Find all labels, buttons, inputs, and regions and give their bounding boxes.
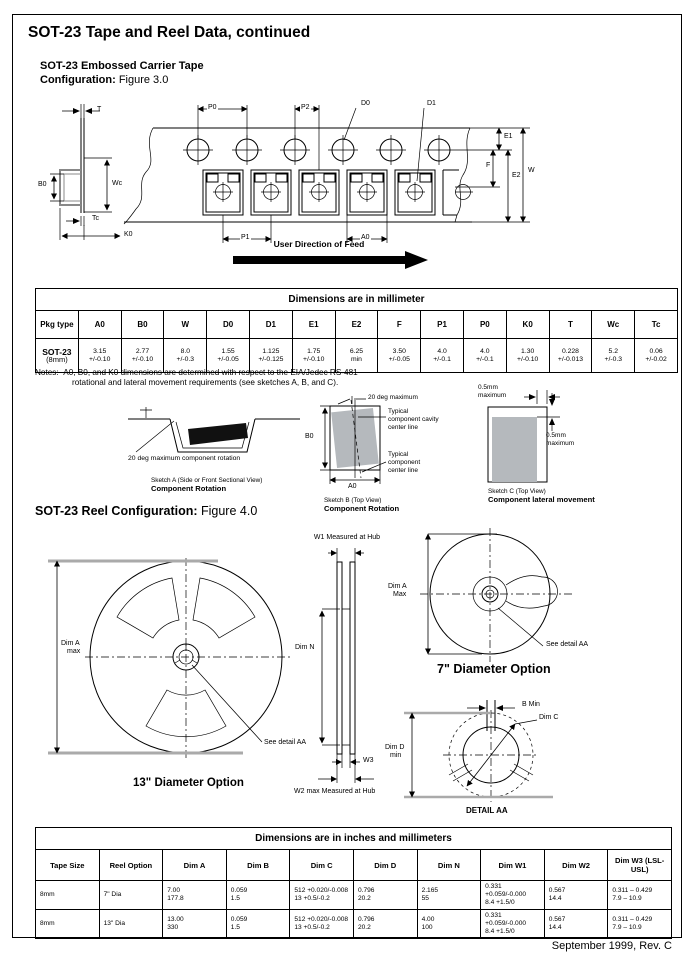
t2-cell: 7" Dia [99,881,163,910]
sketch-a-caption2: Component Rotation [151,484,227,493]
detail-dimd-label: Dim D min [385,744,405,759]
sketch-a-caption1: Sketch A (Side or Front Sectional View) [151,477,263,484]
t2-row-13in [36,910,672,939]
dim-label-e2: E2 [512,172,521,179]
t2-h-dimw3: Dim W3 (LSL-USL) [608,850,672,881]
page-title: SOT-23 Tape and Reel Data, continued [28,24,311,41]
t1-h-b0: B0 [121,311,164,339]
sketch-b-cavity-label: Typical component cavity center line [388,408,439,431]
dim-label-a0: A0 [361,234,370,241]
sketch-c-caption2: Component lateral movement [488,495,595,504]
reel13-caption: 13" Diameter Option [133,777,244,789]
t2-cell: 13.00 330 [163,910,227,939]
sketch-b-caption2: Component Rotation [324,504,400,513]
dim-label-w: W [528,167,535,174]
notes-line2: rotational and lateral movement requirements (see sketches A, B, and C). [72,378,339,387]
detail-aa-drawing [404,700,553,802]
t1-cell: 2.77 +/-0.10 [121,339,164,373]
t1-cell: 3.50 +/-0.05 [378,339,421,373]
sketch-a-drawing [128,407,300,452]
t1-cell: 4.0 +/-0.1 [421,339,464,373]
t1-cell: 4.0 +/-0.1 [463,339,506,373]
t1-h-t: T [549,311,592,339]
notes-line1: A0, B0, and K0 dimensions are determined with respect to the EIA/Jedec RS-481 [63,368,358,377]
sketch-b-drawing [320,396,386,484]
hub-w1-label: W1 Measured at Hub [313,534,381,541]
sketch-b-caption1: Sketch B (Top View) [324,497,382,504]
t1-cell: 1.125 +/-0.125 [249,339,292,373]
t2-h-dimn: Dim N [417,850,481,881]
t1-h-wc: Wc [592,311,635,339]
fig4-heading: SOT-23 Reel Configuration: Figure 4.0 [35,504,258,518]
sketch-b-center-label: Typical component center line [388,451,421,474]
t1-cell: 6.25 min [335,339,378,373]
t2-cell: 4.00 100 [417,910,481,939]
t2-h-dimb: Dim B [226,850,290,881]
dimensions-mm-table [35,288,678,373]
t1-cell: 3.15 +/-0.10 [78,339,121,373]
t1-h-e1: E1 [292,311,335,339]
dim-label-d1: D1 [427,100,436,107]
t1-h-k0: K0 [506,311,549,339]
dim-label-b0: B0 [38,181,47,188]
t1-h-p0: P0 [463,311,506,339]
t1-cell: 1.55 +/-0.05 [207,339,250,373]
t2-h-dimd: Dim D [353,850,417,881]
t1-h-d0: D0 [207,311,250,339]
t1-cell: 5.2 +/-0.3 [592,339,635,373]
dim-label-e1: E1 [504,133,513,140]
t1-h-e2: E2 [335,311,378,339]
t2-cell: 512 +0.020/-0.008 13 +0.5/-0.2 [290,881,354,910]
detail-dimc-label: Dim C [539,714,559,721]
t2-cell: 512 +0.020/-0.008 13 +0.5/-0.2 [290,910,354,939]
reel13-detail-label: See detail AA [264,739,307,746]
t2-cell: 7.00 177.8 [163,881,227,910]
t2-cell: 0.331 +0.059/-0.000 8.4 +1.5/0 [481,910,545,939]
detail-aa-caption: DETAIL AA [466,806,508,815]
t2-h-dimw2: Dim W2 [544,850,608,881]
t1-cell: 0.228 +/-0.013 [549,339,592,373]
reel13-dima-label: Dim A max [61,640,81,655]
t1-cell: 0.06 +/-0.02 [635,339,678,373]
t2-cell: 0.796 20.2 [353,910,417,939]
t2-h-dimc: Dim C [290,850,354,881]
dim-label-tc: Tc [92,215,99,222]
dim-label-p0: P0 [208,104,217,111]
reel7-caption: 7" Diameter Option [437,662,551,676]
t1-h-tc: Tc [635,311,678,339]
sketch-b-a0-label: A0 [348,483,357,490]
hub-dimn-label: Dim N [295,644,315,651]
t1-h-pkg: Pkg type [36,311,79,339]
dimensions-inch-mm-table [35,827,672,939]
t2-h-dimw1: Dim W1 [481,850,545,881]
t2-cell: 0.311 – 0.429 7.9 – 10.9 [608,881,672,910]
t2-row-7in [36,881,672,910]
sketch-c-top-label: 0.5mm maximum [478,384,507,399]
t2-cell: 0.311 – 0.429 7.9 – 10.9 [608,910,672,939]
t1-cell: 8.0 +/-0.3 [164,339,207,373]
fig3-heading [40,59,204,87]
t2-h-reel: Reel Option [99,850,163,881]
dim-label-d0: D0 [361,100,370,107]
t2-cell: 8mm [36,910,100,939]
sketch-b-b0-label: B0 [305,433,314,440]
notes-block [35,368,358,388]
t2-title: Dimensions are in inches and millimeters [36,828,672,850]
t1-h-d1: D1 [249,311,292,339]
detail-bmin-label: B Min [522,701,540,708]
t2-h-dima: Dim A [163,850,227,881]
sketch-a-rotation-label: 20 deg maximum component rotation [128,455,241,462]
dim-label-wc: Wc [112,180,123,187]
t1-title: Dimensions are in millimeter [36,289,678,311]
t2-h-tape: Tape Size [36,850,100,881]
sketch-c-right-label: 0.5mm maximum [546,432,575,447]
dim-label-t: T [97,106,102,113]
hub-w2-label: W2 max Measured at Hub [294,788,376,795]
hub-w3-label: W3 [363,757,374,764]
t1-pkg-cell: SOT-23 (8mm) [36,339,79,373]
t2-cell: 0.567 14.4 [544,910,608,939]
fig3-heading-line1: SOT-23 Embossed Carrier Tape [40,60,204,72]
dim-label-k0: K0 [124,231,133,238]
notes-label: Notes: [35,368,59,377]
t2-cell: 0.796 20.2 [353,881,417,910]
t2-cell: 0.331 +0.059/-0.000 8.4 +1.5/0 [481,881,545,910]
reel-side-view-drawing [318,548,374,783]
reel-13-drawing [48,558,290,760]
reel7-detail-label: See detail AA [546,641,589,648]
t1-cell: 1.75 +/-0.10 [292,339,335,373]
t2-cell: 8mm [36,881,100,910]
t2-cell: 0.059 1.5 [226,881,290,910]
fig3-heading-line2: Configuration: Figure 3.0 [40,74,169,86]
t2-cell: 0.059 1.5 [226,910,290,939]
t1-h-f: F [378,311,421,339]
t2-cell: 13" Dia [99,910,163,939]
feed-direction-label: User Direction of Feed [273,239,365,249]
t1-h-w: W [164,311,207,339]
t1-h-p1: P1 [421,311,464,339]
dim-label-f: F [486,162,491,169]
t2-cell: 2.165 55 [417,881,481,910]
footer-revision: September 1999, Rev. C [551,940,672,952]
sketch-c-caption1: Sketch C (Top View) [488,488,546,495]
dim-label-p1: P1 [241,234,250,241]
reel7-dima-label: Dim A Max [388,583,407,598]
tape-pockets [203,170,473,215]
dim-label-p2: P2 [301,104,310,111]
t1-cell: 1.30 +/-0.10 [506,339,549,373]
tape-cross-section-drawing [50,104,123,240]
t1-h-a0: A0 [78,311,121,339]
t2-cell: 0.567 14.4 [544,881,608,910]
feed-arrow [233,251,428,269]
sketch-b-rotation-label: 20 deg maximum [368,394,418,401]
